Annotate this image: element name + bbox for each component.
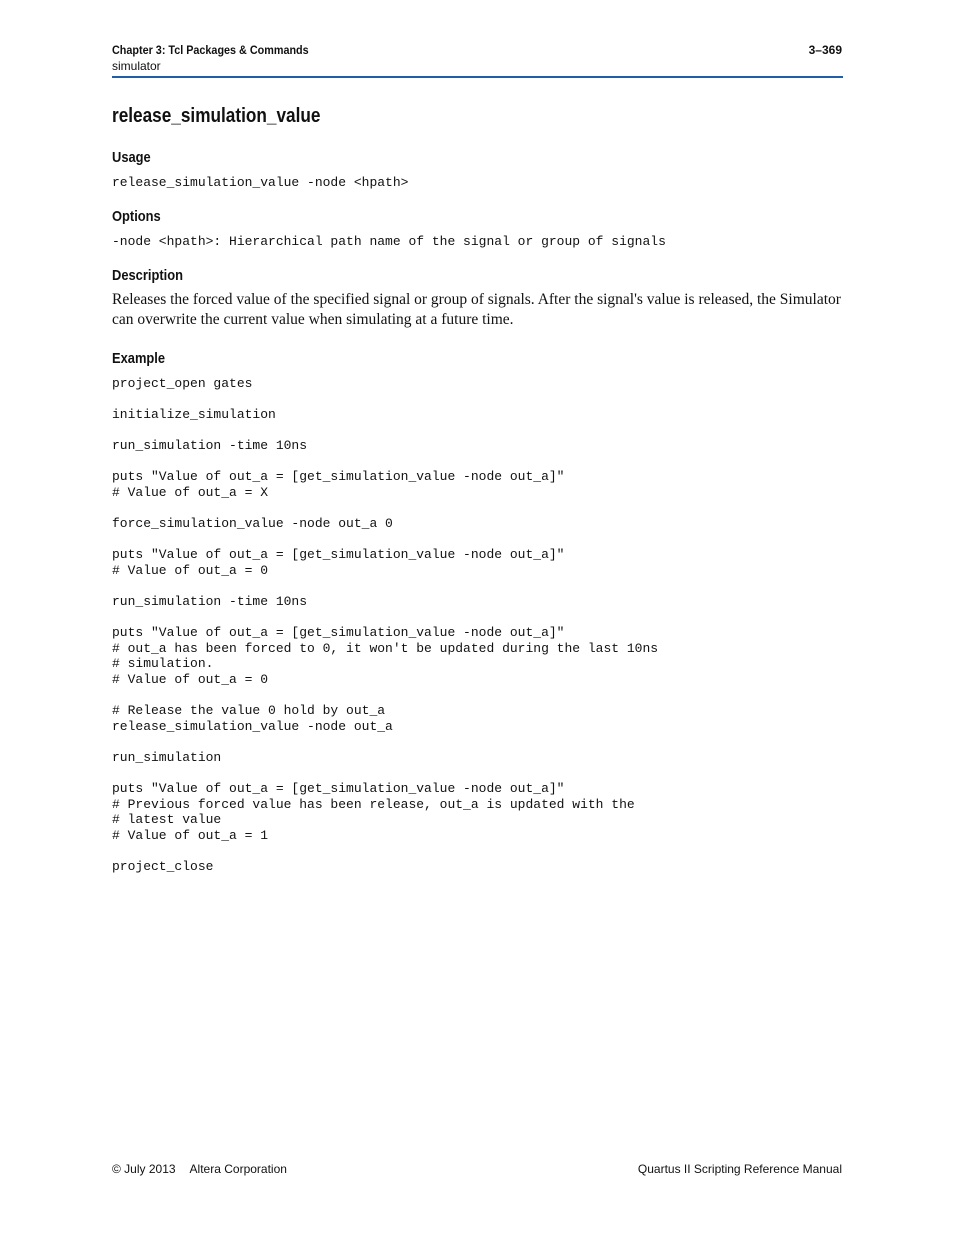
footer-date: © July 2013 xyxy=(112,1162,176,1176)
example-code-block: project_close xyxy=(112,859,214,874)
chapter-header: Chapter 3: Tcl Packages & Commands xyxy=(112,43,309,57)
example-code-block: run_simulation -time 10ns xyxy=(112,594,308,609)
example-code-block: puts "Value of out_a = [get_simulation_value -node out_a]" # out_a has been forced to 0, it won't be updated during the last 10ns # simulation. # Value of out_a = 0 xyxy=(112,625,659,687)
usage-heading: Usage xyxy=(112,149,151,166)
description-text: Releases the forced value of the specified signal or group of signals. After the signal's value is released, the Simulator can overwrite the current value when simulating at a future time. xyxy=(112,291,841,328)
options-heading: Options xyxy=(112,208,161,225)
section-subheader: simulator xyxy=(112,59,161,73)
footer-manual-title: Quartus II Scripting Reference Manual xyxy=(637,1162,842,1176)
example-code-block: puts "Value of out_a = [get_simulation_value -node out_a]" # Value of out_a = X xyxy=(112,469,565,500)
example-code-block: puts "Value of out_a = [get_simulation_value -node out_a]" # Previous forced value has been release, out_a is updated with the # latest value # Value of out_a = 1 xyxy=(112,781,635,843)
page-number: 3–369 xyxy=(808,43,842,57)
example-code-block: puts "Value of out_a = [get_simulation_value -node out_a]" # Value of out_a = 0 xyxy=(112,547,565,578)
example-heading: Example xyxy=(112,350,166,367)
footer-company: Altera Corporation xyxy=(189,1162,287,1176)
example-code-block: run_simulation -time 10ns xyxy=(112,438,308,453)
command-title: release_simulation_value xyxy=(112,105,321,127)
example-code-block: force_simulation_value -node out_a 0 xyxy=(112,516,393,531)
example-code-block: initialize_simulation xyxy=(112,407,276,422)
footer-left xyxy=(112,1162,287,1176)
example-code-block: # Release the value 0 hold by out_a release_simulation_value -node out_a xyxy=(112,703,393,734)
example-code-block: project_open gates xyxy=(112,376,253,391)
example-code-block: run_simulation xyxy=(112,750,222,765)
header-divider xyxy=(112,76,843,78)
description-heading: Description xyxy=(112,267,183,284)
options-code: -node <hpath>: Hierarchical path name of the signal or group of signals xyxy=(112,234,666,249)
usage-code: release_simulation_value -node <hpath> xyxy=(112,175,409,190)
